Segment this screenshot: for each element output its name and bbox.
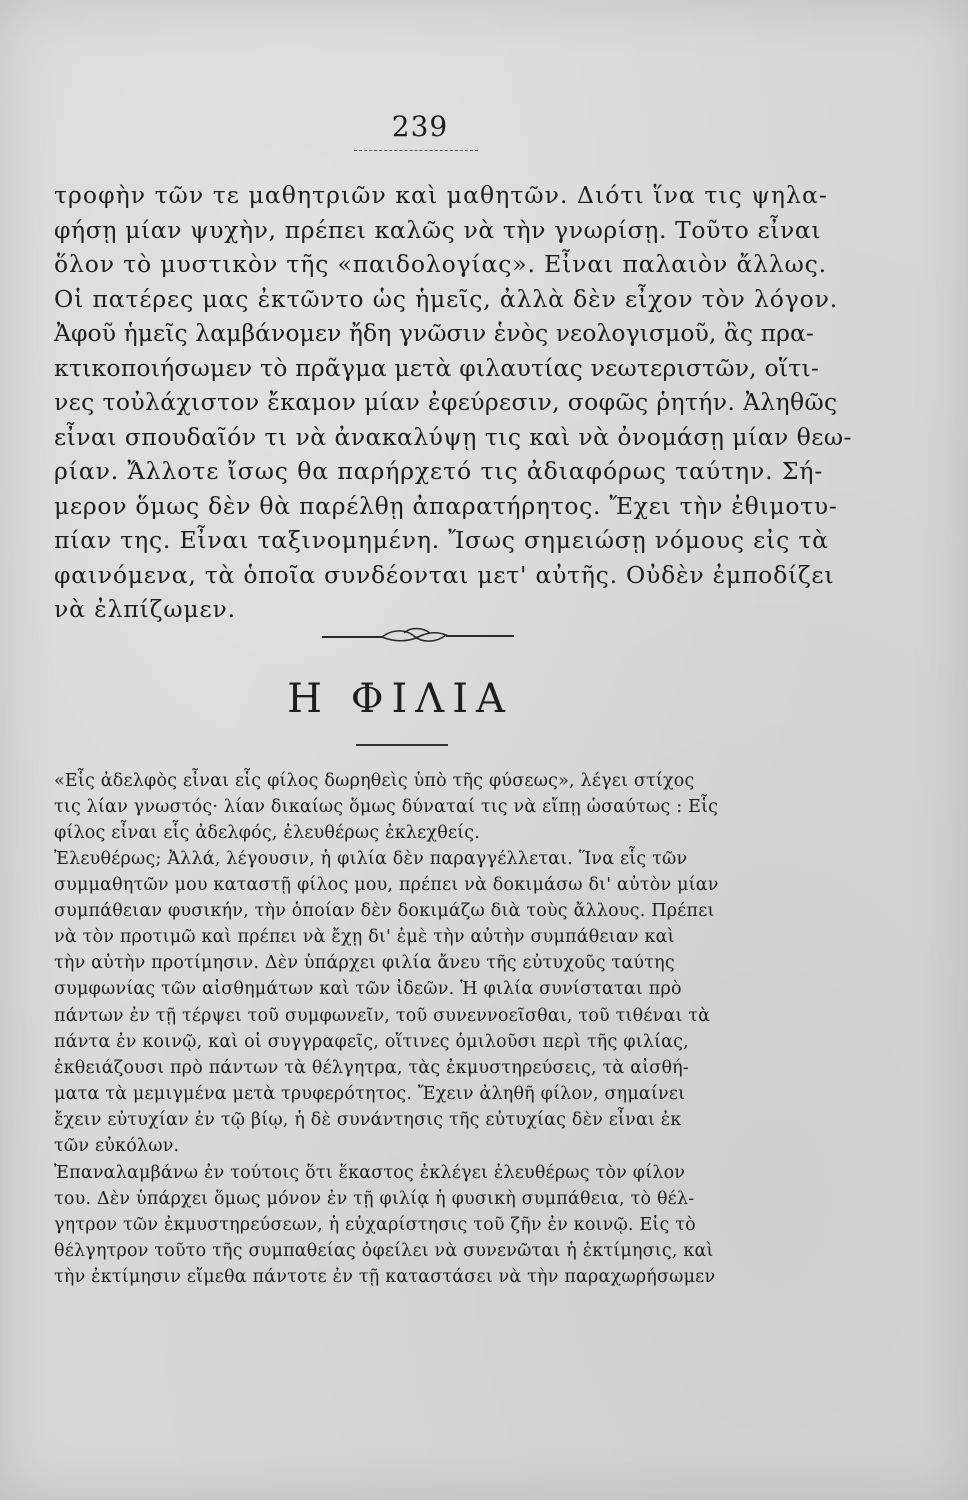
text-line: πίαν της. Εἶναι ταξινομημένη. Ἴσως σημειώσῃ νόμους εἰς τὰ (54, 526, 829, 554)
text-line: εἶναι σπουδαῖόν τι νὰ ἀνακαλύψῃ τις καὶ νὰ ὀνομάσῃ μίαν θεω- (54, 422, 852, 451)
text-line: συμμαθητῶν μου καταστῇ φίλος μου, πρέπει νὰ δοκιμάσω δι' αὐτὸν μίαν (54, 875, 719, 896)
text-line: φήσῃ μίαν ψυχὴν, πρέπει καλῶς νὰ τὴν γνωρίσῃ. Τοῦτο εἶναι (54, 215, 822, 244)
text-line: συμφωνίας τῶν αἰσθημάτων καὶ τῶν ἰδεῶν. Ἡ φιλία συνίσταται πρὸ (54, 979, 682, 1000)
title-rule (356, 744, 448, 746)
text-line: τις λίαν γνωστός· λίαν δικαίως ὅμως δύναταί τις νὰ εἴπῃ ὡσαύτως : Εἷς (54, 797, 719, 818)
body-paragraph (54, 846, 769, 1159)
text-line: νὰ ἐλπίζωμεν. (54, 595, 236, 623)
text-line: νὰ τὸν προτιμῶ καὶ πρέπει νὰ ἔχῃ δι' ἐμὲ τὴν αὐτὴν συμπάθειαν καὶ (54, 927, 675, 948)
text-line: μερον ὅμως δὲν θὰ παρέλθῃ ἀπαρατήρητος. Ἔχει τὴν ἐθιμοτυ- (54, 491, 838, 520)
text-line: γητρον τῶν ἐκμυστηρεύσεων, ἡ εὐχαρίστησις τοῦ ζῆν ἐν κοινῷ. Εἰς τὸ (54, 1215, 696, 1236)
text-line: φίλος εἶναι εἷς ἀδελφός, ἐλευθέρως ἐκλεχθείς. (54, 823, 481, 844)
text-line: Ἀφοῦ ἡμεῖς λαμβάνομεν ἤδη γνῶσιν ἑνὸς νεολογισμοῦ, ἂς πρα- (54, 319, 814, 347)
body-paragraph (54, 768, 769, 846)
text-line: ἐκθειάζουσι πρὸ πάντων τὰ θέλγητρα, τὰς ἐκμυστηρεύσεις, τὰ αἰσθή- (54, 1057, 689, 1078)
page-number: 239 (391, 110, 449, 143)
text-line: ἔχειν εὐτυχίαν ἐν τῷ βίῳ, ἡ δὲ συνάντησις τῆς εὐτυχίας δὲν εἶναι ἐκ (54, 1109, 682, 1130)
text-line: κτικοποιήσωμεν τὸ πρᾶγμα μετὰ φιλαυτίας νεωτεριστῶν, οἵτι- (54, 353, 820, 382)
text-line: πάντα ἐν κοινῷ, καὶ οἱ συγγραφεῖς, οἵτινες ὁμιλοῦσι περὶ τῆς φιλίας, (54, 1031, 689, 1052)
text-line: Ἐλευθέρως; Ἀλλά, λέγουσιν, ἡ φιλία δὲν παραγγέλλεται. Ἵνα εἷς τῶν (54, 849, 688, 869)
text-line: φαινόμενα, τὰ ὁποῖα συνδέονται μετ' αὐτῆς. Οὐδὲν ἐμποδίζει (54, 560, 835, 589)
text-line: ματα τὰ μεμιγμένα μετὰ τρυφερότητος. Ἔχειν ἀληθῆ φίλον, σημαίνει (54, 1083, 686, 1104)
text-line: «Εἷς ἀδελφὸς εἶναι εἷς φίλος δωρηθεὶς ὑπὸ τῆς φύσεως», λέγει στίχος (54, 771, 695, 791)
text-line: νες τοὐλάχιστον ἔκαμον μίαν ἐφεύρεσιν, σοφῶς ῥητήν. Ἀληθῶς (54, 388, 838, 416)
text-line: Οἱ πατέρες μας ἐκτῶντο ὡς ἡμεῖς, ἀλλὰ δὲν εἶχον τὸν λόγον. (54, 284, 839, 313)
lead-paragraph (54, 178, 852, 627)
text-line: ρίαν. Ἄλλοτε ἴσως θα παρήρχετό τις ἀδιαφόρως ταύτην. Σή- (54, 457, 824, 485)
text-line: συμπάθειαν φυσικήν, τὴν ὁποίαν δὲν δοκιμάζω διὰ τοὺς ἄλλους. Πρέπει (54, 901, 715, 922)
text-line: θέλγητρον τοῦτο τῆς συμπαθείας ὀφείλει νὰ συνενῶται ἡ ἐκτίμησις, καὶ (54, 1241, 714, 1262)
section-ornament (318, 624, 518, 648)
text-line: Ἐπαναλαμβάνω ἐν τούτοις ὅτι ἕκαστος ἐκλέγει ἐλευθέρως τὸν φίλον (54, 1163, 686, 1183)
text-line: τῶν εὐκόλων. (54, 1136, 180, 1157)
body-paragraph (54, 1160, 769, 1290)
text-line: του. Δὲν ὑπάρχει ὅμως μόνον ἐν τῇ φιλίᾳ ἡ φυσικὴ συμπάθεια, τὸ θέλ- (54, 1189, 695, 1210)
text-line: τὴν ἐκτίμησιν εἴμεθα πάντοτε ἐν τῇ καταστάσει νὰ τὴν παραχωρήσωμεν (54, 1267, 716, 1288)
section-title: Η ΦΙΛΙΑ (287, 676, 513, 722)
text-line: τροφὴν τῶν τε μαθητριῶν καὶ μαθητῶν. Διότι ἵνα τις ψηλα- (54, 181, 828, 209)
text-line: πάντων ἐν τῇ τέρψει τοῦ συμφωνεῖν, τοῦ συνεννοεῖσθαι, τοῦ τιθέναι τὰ (54, 1005, 711, 1026)
text-line: τὴν αὐτὴν προτίμησιν. Δὲν ὑπάρχει φιλία ἄνευ τῆς εὐτυχοῦς ταύτης (54, 953, 675, 974)
page-number-rule (354, 150, 478, 151)
text-line: ὅλον τὸ μυστικὸν τῆς «παιδολογίας». Εἶναι παλαιὸν ἄλλως. (54, 250, 827, 278)
